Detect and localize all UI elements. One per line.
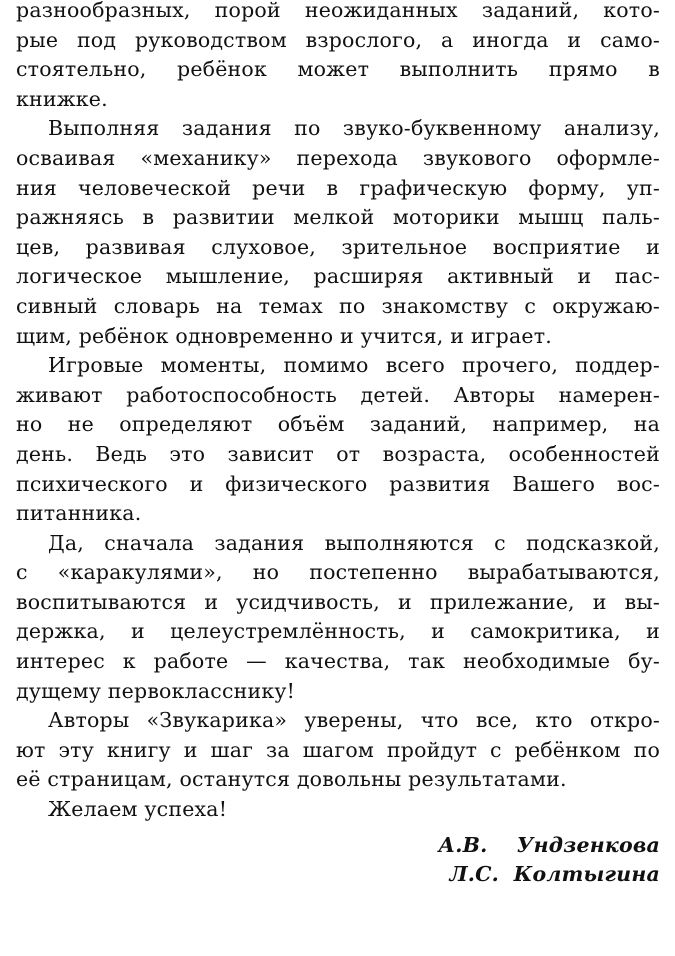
paragraph-sound-analysis <box>16 114 660 351</box>
text-line: щим, ребёнок одновременно и учится, и играет. <box>16 323 552 348</box>
document-page <box>16 0 660 890</box>
signature-block <box>16 831 660 890</box>
text-line: осваивая «механику» перехода звукового оформле- <box>16 145 660 170</box>
paragraph-intro-continuation <box>16 0 660 114</box>
text-line: книжке. <box>16 86 108 111</box>
text-line: Желаем успеха! <box>48 797 228 822</box>
text-line: питанника. <box>16 501 142 526</box>
text-line: логическое мышление, расширяя активный и пас- <box>16 264 660 289</box>
text-line: Игровые моменты, помимо всего прочего, поддер- <box>48 353 660 378</box>
text-line: её страницам, останутся довольны результатами. <box>16 767 567 792</box>
text-line: психического и физического развития Вашего вос- <box>16 471 660 496</box>
text-line: ражняясь в развитии мелкой моторики мышц паль- <box>16 205 660 230</box>
text-line: стоятельно, ребёнок может выполнить прямо в <box>16 57 660 82</box>
text-line: с «каракулями», но постепенно вырабатываются, <box>16 560 660 585</box>
text-line: цев, развивая слуховое, зрительное восприятие и <box>16 234 660 259</box>
text-line: держка, и целеустремлённость, и самокритика, и <box>16 619 660 644</box>
text-line: ния человеческой речи в графическую форму, уп- <box>16 175 660 200</box>
text-line: разнообразных, порой неожиданных заданий, кото- <box>16 0 660 22</box>
text-line: сивный словарь на темах по знакомству с окружаю- <box>16 293 660 318</box>
author-signature: Л.С. Колтыгина <box>449 862 660 887</box>
text-line: интерес к работе — качества, так необходимые бу- <box>16 649 660 674</box>
text-line: Авторы «Звукарика» уверены, что все, кто откро- <box>48 708 660 733</box>
text-line: Да, сначала задания выполняются с подсказкой, <box>48 530 660 555</box>
paragraph-closing-wish <box>16 795 660 825</box>
text-line: рые под руководством взрослого, а иногда и само- <box>16 27 660 52</box>
paragraph-qualities <box>16 529 660 707</box>
text-line: ют эту книгу и шаг за шагом пройдут с ребёнком по <box>16 737 660 762</box>
text-line: день. Ведь это зависит от возраста, особенностей <box>16 441 660 466</box>
text-line: дущему первокласснику! <box>16 678 296 703</box>
text-line: воспитываются и усидчивость, и прилежание, и вы- <box>16 589 660 614</box>
text-line: Выполняя задания по звуко-буквенному анализу, <box>48 116 660 141</box>
text-line: но не определяют объём заданий, например, на <box>16 412 660 437</box>
paragraph-authors-confidence <box>16 706 660 795</box>
paragraph-game-moments <box>16 351 660 529</box>
text-line: живают работоспособность детей. Авторы намерен- <box>16 382 660 407</box>
author-signature: А.В. Ундзенкова <box>438 832 660 857</box>
